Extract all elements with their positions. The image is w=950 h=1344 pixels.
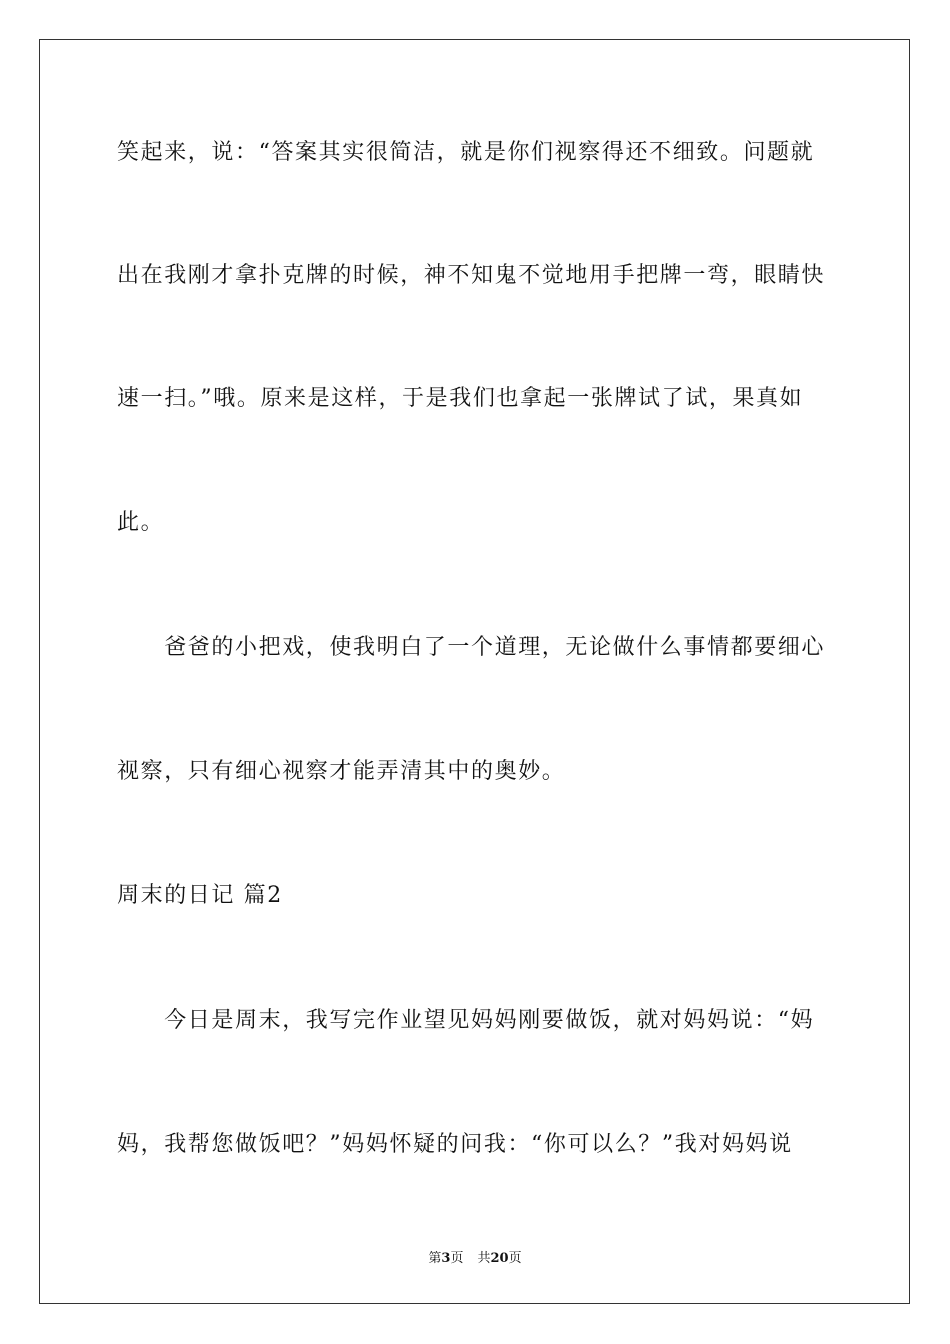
- text-line-8: 妈，我帮您做饭吧？”妈妈怀疑的问我：“你可以么？”我对妈妈说: [117, 1132, 793, 1157]
- text-line-6: 视察，只有细心视察才能弄清其中的奥妙。: [117, 759, 566, 784]
- section-heading: 周末的日记 篇2: [117, 883, 283, 908]
- page-number: 3: [441, 1251, 451, 1266]
- text-line-7: 今日是周末，我写完作业望见妈妈刚要做饭，就对妈妈说：“妈: [117, 1008, 815, 1033]
- page-footer: [0, 1247, 950, 1266]
- text-line-3: 速一扫。”哦。原来是这样，于是我们也拿起一张牌试了试，果真如: [117, 386, 804, 411]
- page-prefix: 第: [428, 1251, 442, 1266]
- page-suffix: 页: [450, 1251, 464, 1266]
- text-line-4: 此。: [117, 510, 165, 535]
- total-prefix: 共: [477, 1251, 491, 1266]
- total-suffix: 页: [508, 1251, 522, 1266]
- page-border: [39, 39, 910, 1304]
- text-line-2: 出在我刚才拿扑克牌的时候，神不知鬼不觉地用手把牌一弯，眼睛快: [117, 263, 826, 288]
- text-line-1: 笑起来，说：“答案其实很简洁，就是你们视察得还不细致。问题就: [117, 140, 815, 165]
- total-pages: 20: [490, 1251, 509, 1266]
- text-line-5: 爸爸的小把戏，使我明白了一个道理，无论做什么事情都要细心: [117, 635, 826, 660]
